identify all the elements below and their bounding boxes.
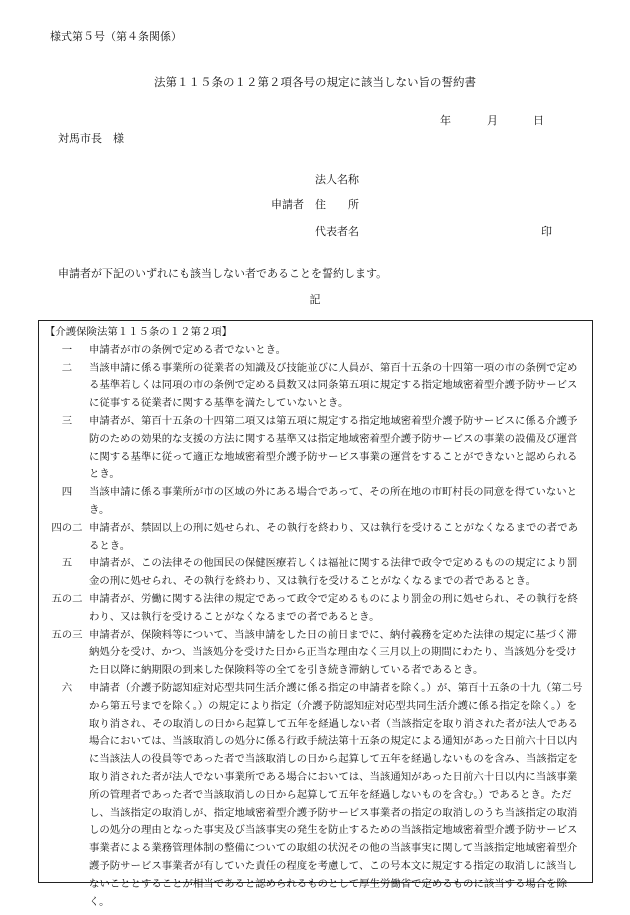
addressee: 対馬市長 様 bbox=[58, 132, 124, 145]
box-heading: 【介護保険法第１１５条の１２第２項】 bbox=[45, 326, 233, 338]
clause-item bbox=[45, 484, 584, 520]
clause-number: 二 bbox=[61, 361, 73, 374]
clause-number: 一 bbox=[61, 343, 73, 356]
applicant-label: 申請者 bbox=[271, 198, 304, 211]
clause-number: 四の二 bbox=[51, 521, 83, 534]
address-label: 住 所 bbox=[315, 198, 359, 211]
pledge-statement: 申請者が下記のいずれにも該当しない者であることを誓約します。 bbox=[58, 267, 388, 280]
representative-label: 代表者名 bbox=[315, 225, 359, 238]
corporation-name-label: 法人名称 bbox=[315, 173, 359, 186]
clause-text: 申請者が市の条例で定める者でないとき。 bbox=[89, 343, 287, 356]
date-year-label: 年 bbox=[440, 114, 451, 127]
clause-text: 申請者が、この法律その他国民の保健医療若しくは福祉に関する法律で政令で定めるものの規定により罰金の刑に処せられ、その執行を終わり、又は執行を受けることがなくなるまでの者であるとき。 bbox=[89, 557, 578, 588]
clause-number: 五の二 bbox=[51, 592, 83, 605]
clause-text: 当該申請に係る事業所の従業者の知識及び技能並びに人員が、第百十五条の十四第一項の市の条例で定める基準若しくは同項の市の条例で定める員数又は同条第五項に規定する指定地域密着型介護予防サービスに従事する従業者に関する基準を満たしていないとき。 bbox=[89, 361, 578, 410]
clause-number: 五 bbox=[61, 557, 73, 570]
clause-number: 三 bbox=[61, 414, 73, 427]
date-month-label: 月 bbox=[487, 114, 498, 127]
clause-item bbox=[45, 591, 584, 627]
clause-text: 申請者が、労働に関する法律の規定であって政令で定めるものにより罰金の刑に処せられ、その執行を終わり、又は執行を受けることがなくなるまでの者であるとき。 bbox=[89, 592, 578, 623]
clause-item bbox=[45, 360, 584, 413]
clause-text: 申請者が、禁固以上の刑に処せられ、その執行を終わり、又は執行を受けることがなくなるまでの者であるとき。 bbox=[89, 521, 578, 552]
clause-number: 四 bbox=[61, 486, 73, 499]
clause-text: 申請者が、第百十五条の十四第二項又は第五項に規定する指定地域密着型介護予防サービスに係る介護予防のための効果的な支援の方法に関する基準又は指定地域密着型介護予防サービスの事業の設備及び運営に関する基準に従って適正な地域密着型介護予防サービス事業の運営をすることができないと認められるとき。 bbox=[89, 414, 578, 481]
date-day-label: 日 bbox=[533, 114, 544, 127]
form-number: 様式第５号（第４条関係） bbox=[50, 30, 182, 43]
clause-text: 申請者が、保険料等について、当該申請をした日の前日までに、納付義務を定めた法律の規定に基づく滞納処分を受け、かつ、当該処分を受けた日から正当な理由なく三月以上の期間にわたり、当該処分を受けた日以降に納期限の到来した保険料等の全てを引き続き滞納している者であるとき。 bbox=[89, 628, 577, 677]
seal-mark: 印 bbox=[541, 225, 552, 238]
clause-number: 六 bbox=[61, 681, 73, 694]
clause-item bbox=[45, 680, 584, 911]
clause-item bbox=[45, 555, 584, 591]
clause-item bbox=[45, 413, 584, 484]
clause-item bbox=[45, 627, 584, 680]
clause-text: 当該申請に係る事業所が市の区域の外にある場合であって、その所在地の市町村長の同意を得ていないとき。 bbox=[89, 486, 578, 516]
clause-item bbox=[45, 342, 584, 360]
clauses-box bbox=[38, 320, 593, 908]
clause-number: 五の三 bbox=[51, 628, 83, 641]
clause-text: 申請者（介護予防認知症対応型共同生活介護に係る指定の申請者を除く。）が、第百十五条の十九（第二号から第五号までを除く。）の規定により指定（介護予防認知症対応型共同生活介護に係る指定を除く。）を取り消され、その取消しの日から起算して五年を経過しない者（当該指定を取り消された者が法人である場合においては、当該取消しの処分に係る行政手続法第十五条の規定による通知があった日前六十日以内に当該法人の役員等であった者で当該取消しの日から起算して五年を経過しないものを含み、当該指定を取り消された者が法人でない事業所である場合においては、当該通知があった日前六十日以内に当該事業所の管理者であった者で当該取消しの日から起算して五年を経過しないものを含む。）であるとき。ただし、当該指定の取消しが、指定地域密着型介護予防サービス事業者の指定の取消しのうち当該指定の取消しの処分の理由となった事実及び当該事実の発生を防止するための当該指定地域密着型介護予防サービス事業者による業務管理体制の整備についての取組の状況その他の当該事実に関して当該指定地域密着型介護予防サービス事業者が有していた責任の程度を考慮して、この号本文に規定する指定の取消しに該当しないこととすることが相当であると認められるものとして厚生労働省で定めるものに該当する場合を除く。 bbox=[89, 681, 583, 908]
document-title: 法第１１５条の１２第２項各号の規定に該当しない旨の誓約書 bbox=[154, 75, 476, 89]
ki-heading: 記 bbox=[309, 293, 321, 306]
clause-item bbox=[45, 520, 584, 556]
